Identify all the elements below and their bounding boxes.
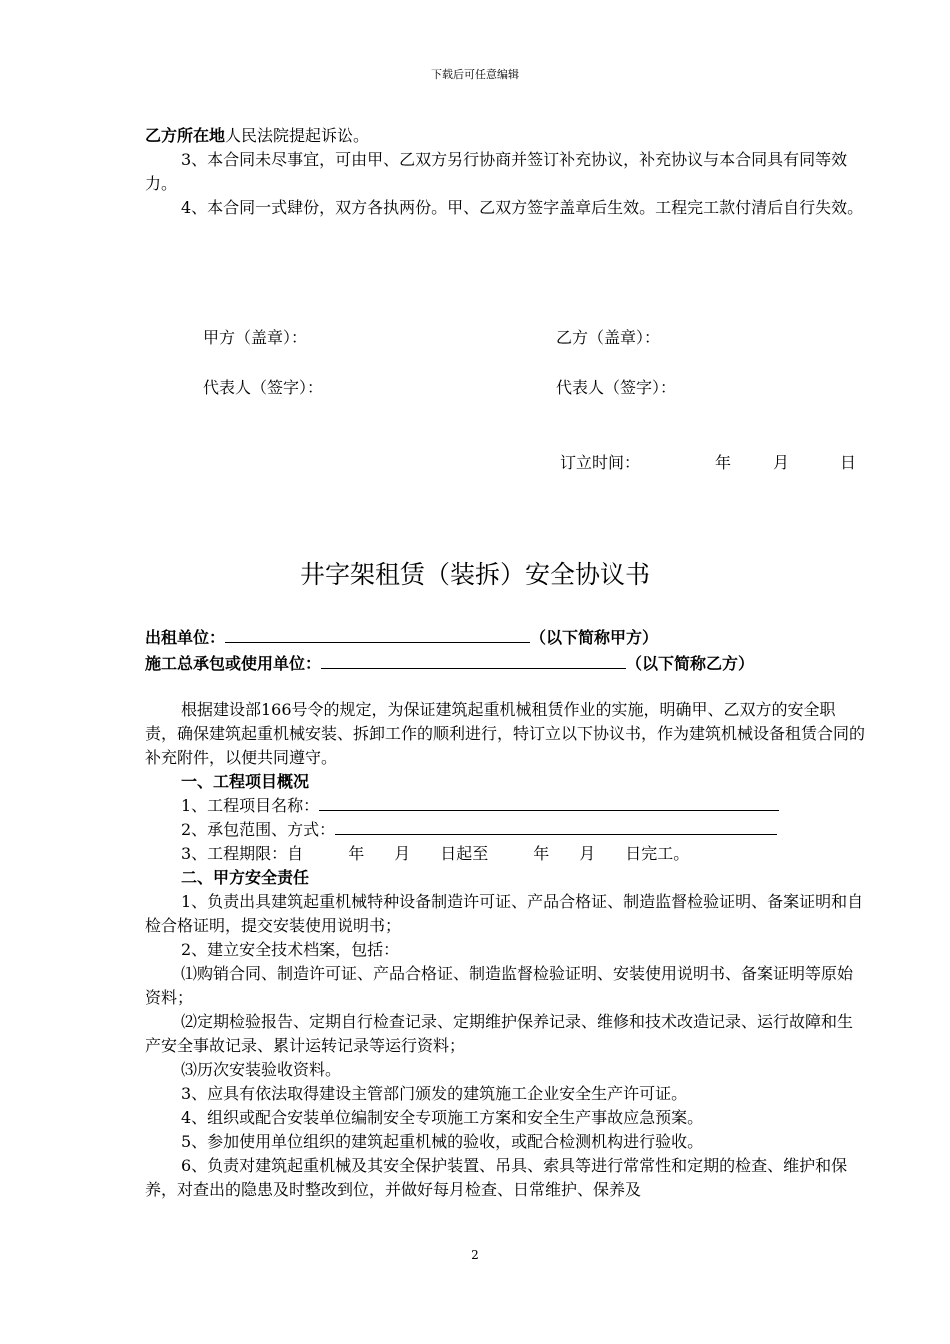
lessor-line — [145, 625, 658, 648]
lessee-blank[interactable] — [321, 652, 626, 669]
lawsuit-line-bold: 乙方所在地 — [145, 126, 226, 145]
duty-2b: ⑵定期检验报告、定期自行检查记录、定期维护保养记录、维修和技术改造记录、运行故障和生产安全事故记录、累计运转记录等运行资料； — [145, 1012, 854, 1055]
period-year2: 年 — [533, 844, 550, 863]
section2-heading: 二、甲方安全责任 — [181, 868, 310, 887]
contract-scope-label: 2、承包范围、方式： — [181, 820, 336, 839]
period-day1: 日起至 — [440, 844, 489, 863]
lawsuit-line — [145, 124, 865, 148]
duty-4: 4、组织或配合安装单位编制安全专项施工方案和安全生产事故应急预案。 — [181, 1108, 704, 1127]
duty-1: 1、负责出具建筑起重机械特种设备制造许可证、产品合格证、制造监督检验证明、备案证明和自检合格证明，提交安装使用说明书； — [145, 892, 864, 935]
duty-2a: ⑴购销合同、制造许可证、产品合格证、制造监督检验证明、安装使用说明书、备案证明等原始资料； — [145, 964, 854, 1007]
project-period-line — [145, 842, 865, 866]
party-b-rep: 代表人（签字）： — [556, 378, 677, 397]
page-number: 2 — [471, 1248, 479, 1262]
lessee-line — [145, 651, 754, 674]
contract-scope-line — [145, 818, 865, 842]
lessee-suffix: （以下简称乙方） — [626, 654, 755, 673]
duty-3: 3、应具有依法取得建设主管部门颁发的建筑施工企业安全生产许可证。 — [181, 1084, 688, 1103]
date-month: 月 — [773, 453, 790, 472]
lessor-label: 出租单位： — [145, 628, 226, 647]
party-a-rep: 代表人（签字）： — [203, 378, 324, 397]
lessor-blank[interactable] — [225, 626, 530, 643]
project-name-label: 1、工程项目名称： — [181, 796, 320, 815]
document-title: 井字架租赁（装拆）安全协议书 — [299, 560, 650, 589]
clause-4: 4、本合同一式肆份，双方各执两份。甲、乙双方签字盖章后生效。工程完工款付清后自行失效。 — [181, 198, 864, 217]
lessor-suffix: （以下简称甲方） — [530, 628, 659, 647]
party-a-seal: 甲方（盖章）： — [203, 328, 308, 347]
period-day2: 日完工。 — [625, 844, 690, 863]
duty-2c: ⑶历次安装验收资料。 — [181, 1060, 342, 1079]
duty-2: 2、建立安全技术档案，包括： — [181, 940, 400, 959]
duty-6: 6、负责对建筑起重机械及其安全保护装置、吊具、索具等进行常常性和定期的检查、维护和保养，对查出的隐患及时整改到位，并做好每月检查、日常维护、保养及 — [145, 1156, 848, 1199]
date-year: 年 — [715, 453, 732, 472]
period-prefix: 3、工程期限：自 — [181, 844, 304, 863]
main-body — [145, 698, 865, 1202]
clause-3: 3、本合同未尽事宜，可由甲、乙双方另行协商并签订补充协议，补充协议与本合同具有同等效力。 — [145, 150, 848, 193]
date-day: 日 — [840, 453, 857, 472]
period-month2: 月 — [579, 844, 596, 863]
party-b-seal: 乙方（盖章）： — [556, 328, 661, 347]
contract-scope-blank[interactable] — [335, 818, 777, 835]
period-year1: 年 — [348, 844, 365, 863]
period-month1: 月 — [394, 844, 411, 863]
intro-paragraph: 根据建设部166号令的规定，为保证建筑起重机械租赁作业的实施，明确甲、乙双方的安全职责，确保建筑起重机械安装、拆卸工作的顺利进行，特订立以下协议书，作为建筑机械设备租赁合同的补充附件，以便共同遵守。 — [145, 700, 866, 767]
date-label: 订立时间： — [560, 453, 641, 472]
project-name-line — [145, 794, 865, 818]
project-name-blank[interactable] — [319, 794, 779, 811]
top-section — [145, 124, 865, 220]
duty-5: 5、参加使用单位组织的建筑起重机械的验收，或配合检测机构进行验收。 — [181, 1132, 704, 1151]
section1-heading: 一、工程项目概况 — [181, 772, 310, 791]
lawsuit-line-rest: 人民法院提起诉讼。 — [225, 126, 370, 145]
lessee-label: 施工总承包或使用单位： — [145, 654, 322, 673]
header-note: 下载后可任意编辑 — [431, 68, 519, 81]
